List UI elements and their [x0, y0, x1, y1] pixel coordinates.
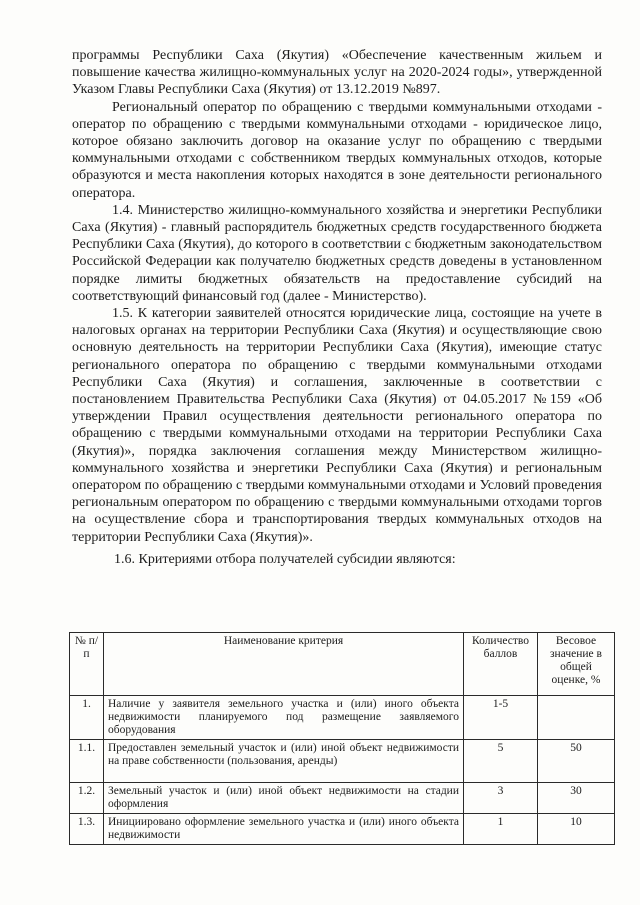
paragraph-regional-operator: Региональный оператор по обращению с твердыми коммунальными отходами - оператор по обращению с твердыми коммунальными отходами - юридическое лицо, которое обязано заключить договор на оказание услуг по обращению с твердыми коммунальными отходами с собственником твердых коммунальных отходов, которые образуются и места накопления которых находятся в зоне деятельности регионального оператора.	[72, 99, 602, 201]
row-criterion: Предоставлен земельный участок и (или) иной объект недвижимости на праве собственности (пользования, аренды)	[104, 740, 464, 783]
row-num: 1.3.	[70, 814, 104, 845]
header-num: № п/п	[70, 633, 104, 696]
row-num: 1.2.	[70, 783, 104, 814]
row-weight: 50	[538, 740, 615, 783]
row-criterion: Инициировано оформление земельного участка и (или) иного объекта недвижимости	[104, 814, 464, 845]
row-weight: 10	[538, 814, 615, 845]
row-weight	[538, 696, 615, 740]
row-num: 1.1.	[70, 740, 104, 783]
table-row	[70, 783, 615, 814]
paragraph-1-4-ministry: 1.4. Министерство жилищно-коммунального хозяйства и энергетики Республики Саха (Якутия) - главный распорядитель бюджетных средств государственного бюджета Республики Саха (Якутия), до которого в соответствии с бюджетным законодательством Российской Федерации как получателю бюджетных средств доведены в установленном порядке лимиты бюджетных обязательств на предоставление субсидий на соответствующий финансовый год (далее - Министерство).	[72, 202, 602, 304]
header-criterion-name: Наименование критерия	[104, 633, 464, 696]
row-points: 5	[464, 740, 538, 783]
row-points: 1	[464, 814, 538, 845]
document-body	[72, 47, 602, 568]
criteria-table	[69, 632, 615, 845]
header-weight: Весовое значение в общей оценке, %	[538, 633, 615, 696]
row-criterion: Наличие у заявителя земельного участка и (или) иного объекта недвижимости планируемого под размещение заявляемого оборудования	[104, 696, 464, 740]
paragraph-program-ref: программы Республики Саха (Якутия) «Обеспечение качественным жильем и повышение качества жилищно-коммунальных услуг на 2020-2024 годы», утвержденной Указом Главы Республики Саха (Якутия) от 13.12.2019 №897.	[72, 48, 602, 98]
table-header-row	[70, 633, 615, 696]
row-points: 3	[464, 783, 538, 814]
header-points: Количество баллов	[464, 633, 538, 696]
row-weight: 30	[538, 783, 615, 814]
table-row	[70, 696, 615, 740]
paragraph-1-6-criteria: 1.6. Критериями отбора получателей субсидии являются:	[114, 551, 456, 567]
table-row	[70, 740, 615, 783]
table-row	[70, 814, 615, 845]
row-points: 1-5	[464, 696, 538, 740]
row-criterion: Земельный участок и (или) иной объект недвижимости на стадии оформления	[104, 783, 464, 814]
paragraph-1-5-applicants: 1.5. К категории заявителей относятся юридические лица, состоящие на учете в налоговых органах на территории Республики Саха (Якутия) и осуществляющие свою основную деятельность на территории Республики Саха (Якутия), имеющие статус регионального оператора по обращению с твердыми коммунальными отходами Республики Саха (Якутия) и соглашения, заключенные в соответствии с постановлением Правительства Республики Саха (Якутия) от 04.05.2017 №159 «Об утверждении Правил осуществления деятельности регионального оператора по обращению с твердыми коммунальными отходами на территории Республики Саха (Якутия)», порядка заключения соглашения между Министерством жилищно-коммунального хозяйства и энергетики Республики Саха (Якутия) и региональным оператором по обращению с твердыми коммунальными отходами и Условий проведения региональным оператором по обращению с твердыми коммунальными отходами торгов на осуществление сбора и транспортирования твердых коммунальных отходов на территории Республики Саха (Якутия)».	[72, 306, 602, 545]
row-num: 1.	[70, 696, 104, 740]
